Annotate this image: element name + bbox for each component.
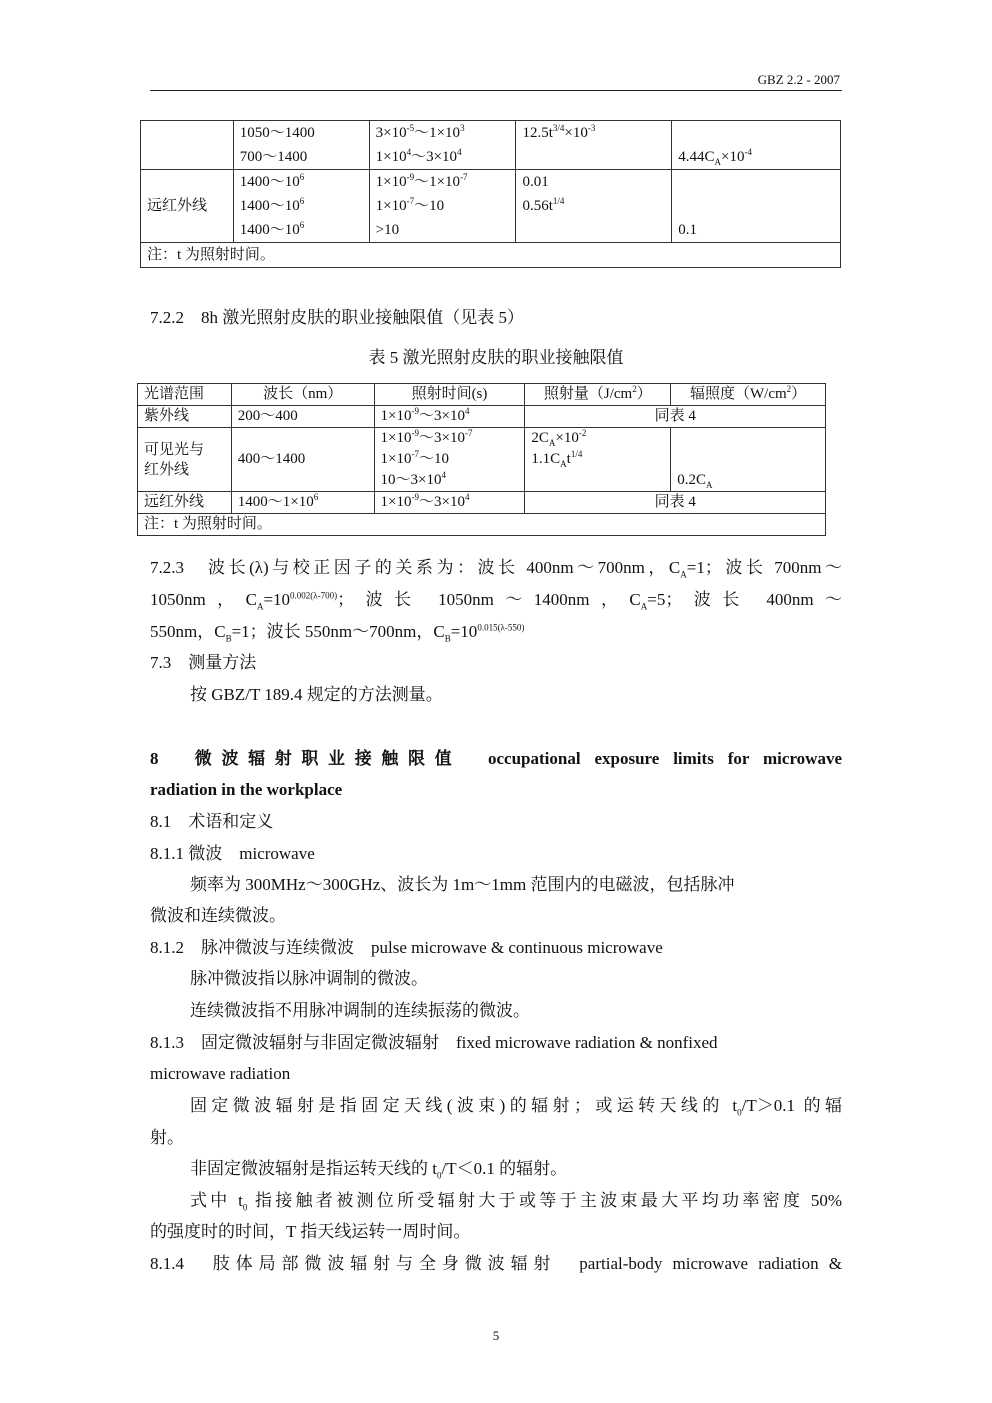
header-code: GBZ 2.2 - 2007 [757, 72, 840, 87]
header-cell: 波长（nm） [231, 384, 374, 406]
header-cell: 照射量$(J/cm^2)$ [525, 384, 671, 406]
table-row [138, 428, 826, 492]
section-8-1-3-para3: 式中 $t_0$ 指接触者被测位所受辐射大于或等于主波束最大平均功率密度 50% [190, 1191, 842, 1213]
dose-value: $12.5t^{3/4}\times 10^{-3}$ [522, 123, 596, 141]
table-header-row [138, 384, 826, 406]
time-value: $10\sim 3\times 10^4$ [380, 470, 447, 488]
time-value: $3\times 10^{-5}\sim 1\times 10^3$ [375, 123, 465, 141]
header-rule [150, 90, 842, 91]
table-note: 注：t 为照射时间。 [141, 243, 841, 268]
section-8-1: 8.1 术语和定义 [150, 812, 274, 831]
table-row [138, 406, 826, 428]
section-8-1-2-body1: 脉冲微波指以脉冲调制的微波。 [190, 969, 428, 988]
table-row [138, 514, 826, 536]
dose-value: $0.56t^{1/4}$ [522, 196, 565, 214]
wave-value: $1400\sim 10^6$ [239, 220, 305, 238]
section-7-2-3-line3: 550nm，$C_B=1$；波长 550nm～700nm，$C_B=10^{0.015(\lambda-550)}$ [150, 622, 525, 644]
dose-value: $2C_A\times 10^{-2}$ [531, 428, 587, 448]
time-value: $1\times 10^{-7}\sim 10$ [380, 449, 450, 467]
table-cell [369, 121, 516, 170]
dose-value: 0.01 [522, 174, 549, 190]
time-value: >10 [375, 222, 400, 238]
table5-caption: 表 5 激光照射皮肤的职业接触限值 [368, 348, 624, 367]
wave-value: 1050～1400 [239, 125, 315, 141]
section-7-2-2: 7.2.2 8h 激光照射皮肤的职业接触限值（见表 5） [150, 308, 524, 327]
time-value: $1\times 10^{-9}\sim 3\times 10^4$ [374, 492, 525, 514]
table-cell [141, 121, 234, 170]
time-value: $1\times 10^4\sim 3\times 10^4$ [375, 147, 462, 165]
section-8-1-4: 8.1.4 肢体局部微波辐射与全身微波辐射 partial-body microwave radiation & [150, 1254, 842, 1273]
time-value: $1\times 10^{-9}\sim 1\times 10^{-7}$ [375, 172, 468, 190]
section-8-1-3-para1-end: 射。 [150, 1128, 184, 1147]
table-cell [233, 121, 369, 170]
time-value: $1\times 10^{-9}\sim 3\times 10^{-7}$ [380, 428, 473, 446]
same-as-table4: 同表 4 [525, 406, 826, 428]
section-8-1-3-para3-end: 的强度时的时间，T 指天线运转一周时间。 [150, 1222, 471, 1241]
section-8-1-2-body2: 连续微波指不用脉冲调制的连续振荡的微波。 [190, 1001, 530, 1020]
table4-continuation [140, 120, 841, 268]
dose-value: $1.1C_At^{1/4}$ [531, 449, 583, 469]
irradiance-value: $4.44C_A\times 10^{-4}$ [678, 147, 752, 167]
table-row [141, 170, 841, 243]
table-cell [374, 428, 525, 492]
uv-label: 紫外线 [138, 406, 232, 428]
wave-value: 700～1400 [239, 149, 308, 165]
section-8-1-2: 8.1.2 脉冲微波与连续微波 pulse microwave & continuous microwave [150, 938, 663, 957]
section-7-2-3-line2: 1050nm，$C_A=10^{0.002(\lambda-700)}$；波长 1050nm～1400nm，$C_A=5$；波长 400nm～ [150, 590, 843, 612]
table-cell [516, 121, 672, 170]
table-cell [369, 170, 516, 243]
table-cell [516, 170, 672, 243]
table-cell [672, 170, 841, 243]
header-cell: 照射时间(s) [374, 384, 525, 406]
section-7-2-3-line1: 7.2.3 波长(λ)与校正因子的关系为：波长 400nm～700nm，$C_A=1$；波长 700nm～ [150, 558, 842, 580]
table-note: 注：t 为照射时间。 [138, 514, 826, 536]
section-8-title-line1: 8 微波辐射职业接触限值 occupational exposure limits for microwave [150, 749, 843, 768]
section-7-3: 7.3 测量方法 [150, 653, 257, 672]
wave-value: 400～1400 [231, 428, 374, 492]
header-cell: 光谱范围 [138, 384, 232, 406]
table-cell [672, 121, 841, 170]
same-as-table4: 同表 4 [525, 492, 826, 514]
section-8-1-1-body1: 频率为 300MHz～300GHz、波长为 1m～1mm 范围内的电磁波，包括脉冲 [190, 875, 735, 894]
far-ir-label: 远红外线 [138, 492, 232, 514]
wave-value: $1400\sim 10^6$ [239, 172, 305, 190]
vis-ir-label: 可见光与 红外线 [138, 428, 232, 492]
section-8-1-1-body2: 微波和连续微波。 [150, 906, 286, 925]
page-number: 5 [492, 1328, 500, 1343]
table-cell [671, 428, 826, 492]
section-8-1-3-para2: 非固定微波辐射是指运转天线的 $t_0/T<0.1$ 的辐射。 [190, 1159, 568, 1181]
section-8-title-line2: radiation in the workplace [150, 780, 343, 799]
section-8-1-3-para1: 固定微波辐射是指固定天线(波束)的辐射；或运转天线的 $t_0/T>0.1$ 的辐 [190, 1096, 843, 1118]
header-cell: 辐照度$(W/cm^2)$ [671, 384, 826, 406]
irradiance-value: 0.1 [678, 222, 697, 238]
section-8-1-3-line1: 8.1.3 固定微波辐射与非固定微波辐射 fixed microwave radiation & nonfixed [150, 1033, 718, 1052]
far-ir-label: 远红外线 [141, 170, 234, 243]
table-cell [525, 428, 671, 492]
table-row [138, 492, 826, 514]
section-8-1-3-line2: microwave radiation [150, 1064, 291, 1083]
irradiance-value: $0.2C_A$ [677, 472, 713, 490]
time-value: $1\times 10^{-7}\sim 10$ [375, 196, 445, 214]
wave-value: 200～400 [231, 406, 374, 428]
wave-value: $1400\sim 10^6$ [239, 196, 305, 214]
table-row [141, 243, 841, 268]
table5 [137, 383, 826, 536]
section-7-3-body: 按 GBZ/T 189.4 规定的方法测量。 [190, 685, 443, 704]
time-value: $1\times 10^{-9}\sim 3\times 10^4$ [374, 406, 525, 428]
table-row [141, 121, 841, 170]
table-cell [233, 170, 369, 243]
wave-value: $1400\sim 1\times 10^6$ [231, 492, 374, 514]
section-8-1-1: 8.1.1 微波 microwave [150, 844, 315, 863]
